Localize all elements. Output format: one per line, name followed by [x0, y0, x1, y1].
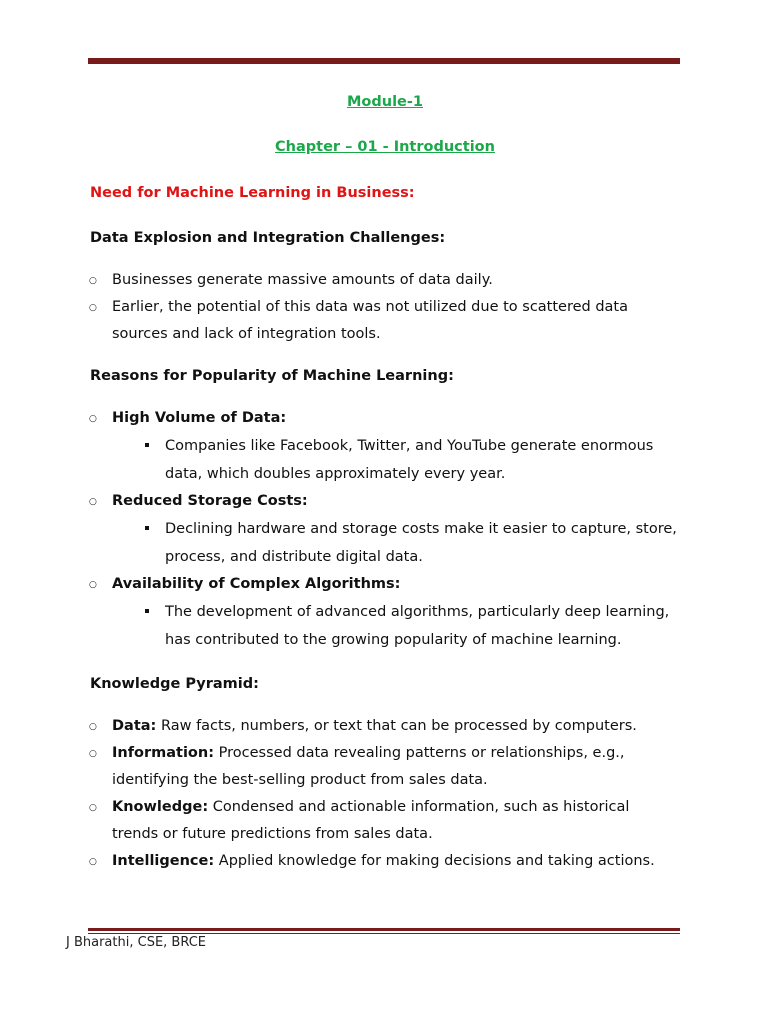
top-rule: [88, 58, 680, 64]
list-item: ○ Earlier, the potential of this data was not utilized due to scattered data sources and lack of integration tools.: [90, 294, 680, 348]
subsection-heading: Knowledge Pyramid:: [90, 676, 259, 692]
list-item: ○ Knowledge: Condensed and actionable information, such as historical trends or future predictions from sales data.: [90, 794, 680, 848]
list-item: [90, 405, 680, 432]
module-title: Module-1: [346, 94, 423, 110]
circle-bullet-icon: ○: [89, 803, 97, 813]
list-item: [90, 571, 680, 598]
list-item: [90, 488, 680, 515]
circle-bullet-icon: ○: [89, 497, 97, 507]
item-term: Knowledge:: [112, 799, 209, 815]
page-footer: J Bharathi, CSE, BRCE: [66, 935, 207, 950]
subsection-heading: Data Explosion and Integration Challenges:: [90, 230, 446, 246]
square-bullet-icon: [145, 526, 149, 530]
circle-bullet-icon: ○: [89, 749, 97, 759]
sub-list-item: The development of advanced algorithms, particularly deep learning, has contributed to the growing popularity of machine learning.: [90, 598, 680, 654]
subsection-heading: Reasons for Popularity of Machine Learning:: [90, 368, 454, 384]
circle-bullet-icon: ○: [89, 414, 97, 424]
bullet-list: [90, 713, 680, 875]
sub-list-item: Declining hardware and storage costs make it easier to capture, store, process, and distribute digital data.: [90, 515, 680, 571]
list-item: ○ Intelligence: Applied knowledge for making decisions and taking actions.: [90, 848, 680, 875]
bullet-list: [90, 405, 680, 654]
sub-list-item: Companies like Facebook, Twitter, and YouTube generate enormous data, which doubles approximately every year.: [90, 432, 680, 488]
bullet-list: [90, 267, 680, 348]
circle-bullet-icon: ○: [89, 303, 97, 313]
bottom-rule-thin: [88, 933, 680, 934]
list-item: ○ Data: Raw facts, numbers, or text that can be processed by computers.: [90, 713, 680, 740]
circle-bullet-icon: ○: [89, 857, 97, 867]
chapter-title: Chapter – 01 - Introduction: [275, 139, 495, 155]
item-term: Data:: [112, 718, 157, 734]
list-item: ○ Businesses generate massive amounts of data daily.: [90, 267, 680, 294]
bottom-rule: [88, 928, 680, 931]
square-bullet-icon: [145, 443, 149, 447]
item-label: Reduced Storage Costs:: [112, 493, 308, 509]
circle-bullet-icon: ○: [89, 722, 97, 732]
square-bullet-icon: [145, 609, 149, 613]
item-term: Intelligence:: [112, 853, 215, 869]
document-body: [90, 94, 680, 875]
circle-bullet-icon: ○: [89, 580, 97, 590]
list-item: ○ Information: Processed data revealing patterns or relationships, e.g., identifying the best-selling product from sales data.: [90, 740, 680, 794]
item-term: Information:: [112, 745, 215, 761]
section-heading: Need for Machine Learning in Business:: [90, 185, 415, 201]
item-label: Availability of Complex Algorithms:: [112, 576, 401, 592]
item-label: High Volume of Data:: [112, 410, 287, 426]
circle-bullet-icon: ○: [89, 276, 97, 286]
